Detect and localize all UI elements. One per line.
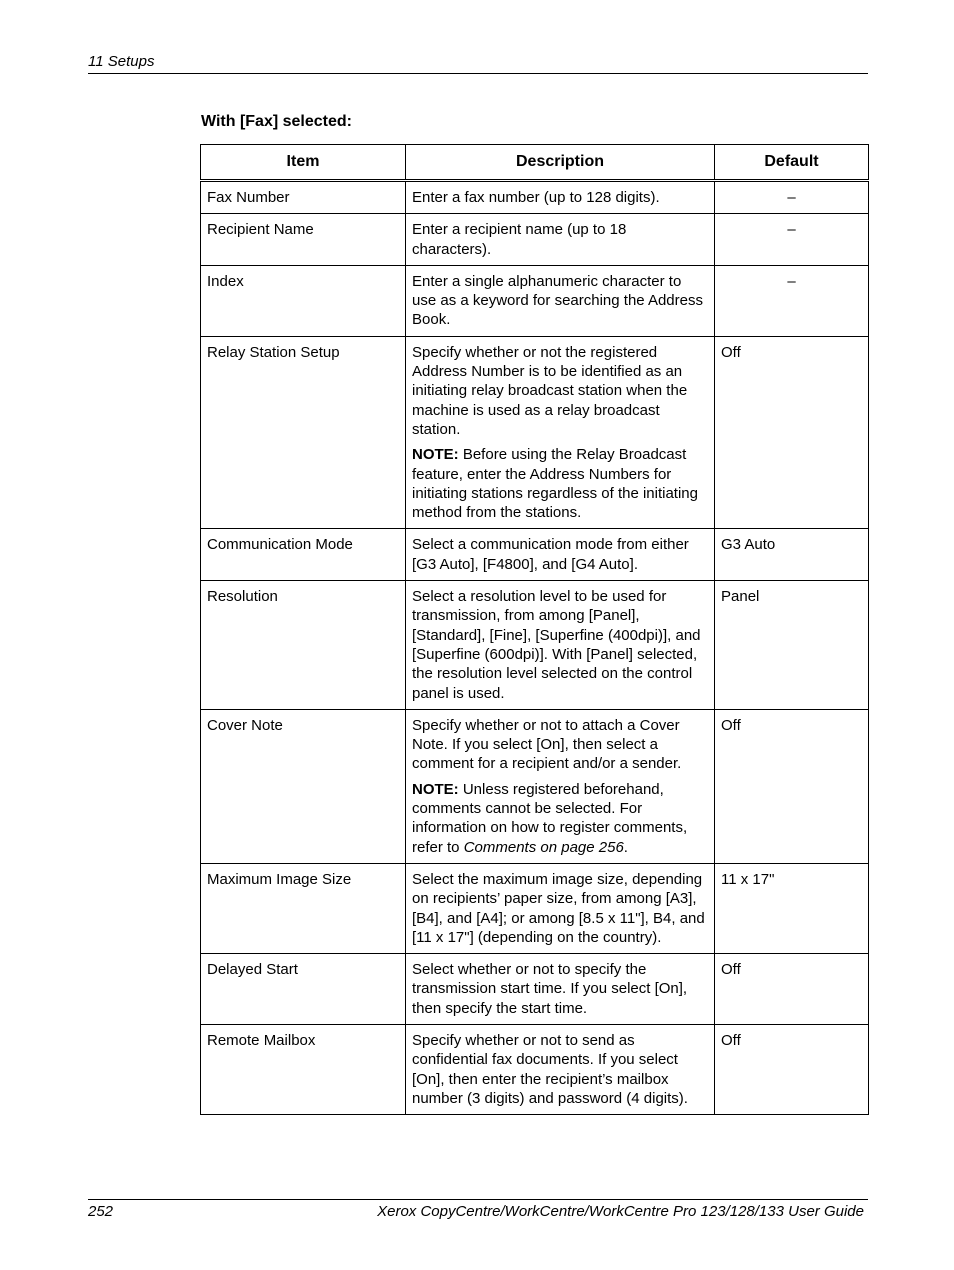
table-row <box>201 265 869 336</box>
default-cell: – <box>715 181 869 214</box>
cross-reference-link[interactable]: Comments on page 256 <box>463 838 624 856</box>
table-row <box>201 863 869 953</box>
default-cell: G3 Auto <box>715 529 869 581</box>
description-cell: Enter a fax number (up to 128 digits). <box>406 181 715 214</box>
table-row <box>201 214 869 266</box>
description-cell: Enter a recipient name (up to 18 characters). <box>406 214 715 266</box>
column-header-default: Default <box>715 145 869 181</box>
item-cell: Maximum Image Size <box>201 863 406 953</box>
default-cell: Panel <box>715 581 869 710</box>
table-row <box>201 709 869 863</box>
item-cell: Communication Mode <box>201 529 406 581</box>
section-title: With [Fax] selected: <box>201 113 352 130</box>
page-header <box>88 53 868 74</box>
fax-settings-table <box>200 144 869 1115</box>
item-cell: Delayed Start <box>201 954 406 1025</box>
item-cell: Cover Note <box>201 709 406 863</box>
item-cell: Index <box>201 265 406 336</box>
default-cell: Off <box>715 709 869 863</box>
note-end: . <box>623 838 628 856</box>
table-row <box>201 581 869 710</box>
description-cell: Select a resolution level to be used for transmission, from among [Panel], [Standard], [Fine], [Superfine (400dpi)], and [Superfine (600dpi)]. With [Panel] selected, the resolution level selected on the control panel is used. <box>406 581 715 710</box>
table-row <box>201 181 869 214</box>
note-text: Before using the Relay Broadcast feature, enter the Address Numbers for initiating stations regardless of the initiating method from the stations. <box>412 446 698 522</box>
guide-title: Xerox CopyCentre/WorkCentre/WorkCentre Pro 123/128/133 User Guide <box>377 1203 864 1220</box>
note-label: NOTE: <box>412 780 459 798</box>
default-cell: – <box>715 214 869 266</box>
description-text: Specify whether or not to attach a Cover Note. If you select [On], then select a comment for a recipient and/or a sender. <box>412 716 682 773</box>
item-cell: Remote Mailbox <box>201 1024 406 1114</box>
description-cell: Enter a single alphanumeric character to use as a keyword for searching the Address Book. <box>406 265 715 336</box>
item-cell: Relay Station Setup <box>201 336 406 529</box>
default-cell: – <box>715 265 869 336</box>
description-cell: Select whether or not to specify the transmission start time. If you select [On], then specify the start time. <box>406 954 715 1025</box>
item-cell: Recipient Name <box>201 214 406 266</box>
table-row <box>201 954 869 1025</box>
table-row <box>201 529 869 581</box>
note-paragraph <box>412 445 708 522</box>
description-cell <box>406 336 715 529</box>
column-header-item: Item <box>201 145 406 181</box>
default-cell: Off <box>715 954 869 1025</box>
note-label: NOTE: <box>412 446 459 464</box>
default-cell: Off <box>715 336 869 529</box>
item-cell: Resolution <box>201 581 406 710</box>
description-cell: Select the maximum image size, depending on recipients’ paper size, from among [A3], [B4], and [A4]; or among [8.5 x 11"], B4, and [11 x 17"] (depending on the country). <box>406 863 715 953</box>
description-cell: Select a communication mode from either [G3 Auto], [F4800], and [G4 Auto]. <box>406 529 715 581</box>
page-number: 252 <box>88 1203 114 1220</box>
table-header-row <box>201 145 869 181</box>
note-paragraph <box>412 780 708 857</box>
default-cell: 11 x 17" <box>715 863 869 953</box>
item-cell: Fax Number <box>201 181 406 214</box>
description-cell <box>406 709 715 863</box>
description-text: Specify whether or not the registered Address Number is to be identified as an initiating relay broadcast station when the machine is used as a relay broadcast station. <box>412 343 688 438</box>
page-footer <box>88 1199 868 1220</box>
table-row <box>201 1024 869 1114</box>
default-cell: Off <box>715 1024 869 1114</box>
description-cell: Specify whether or not to send as confidential fax documents. If you select [On], then enter the recipient’s mailbox number (3 digits) and password (4 digits). <box>406 1024 715 1114</box>
chapter-label: 11 Setups <box>88 53 155 70</box>
table-row <box>201 336 869 529</box>
column-header-description: Description <box>406 145 715 181</box>
note-text: Unless registered beforehand, comments cannot be selected. For information on how to register comments, refer to <box>412 780 688 856</box>
